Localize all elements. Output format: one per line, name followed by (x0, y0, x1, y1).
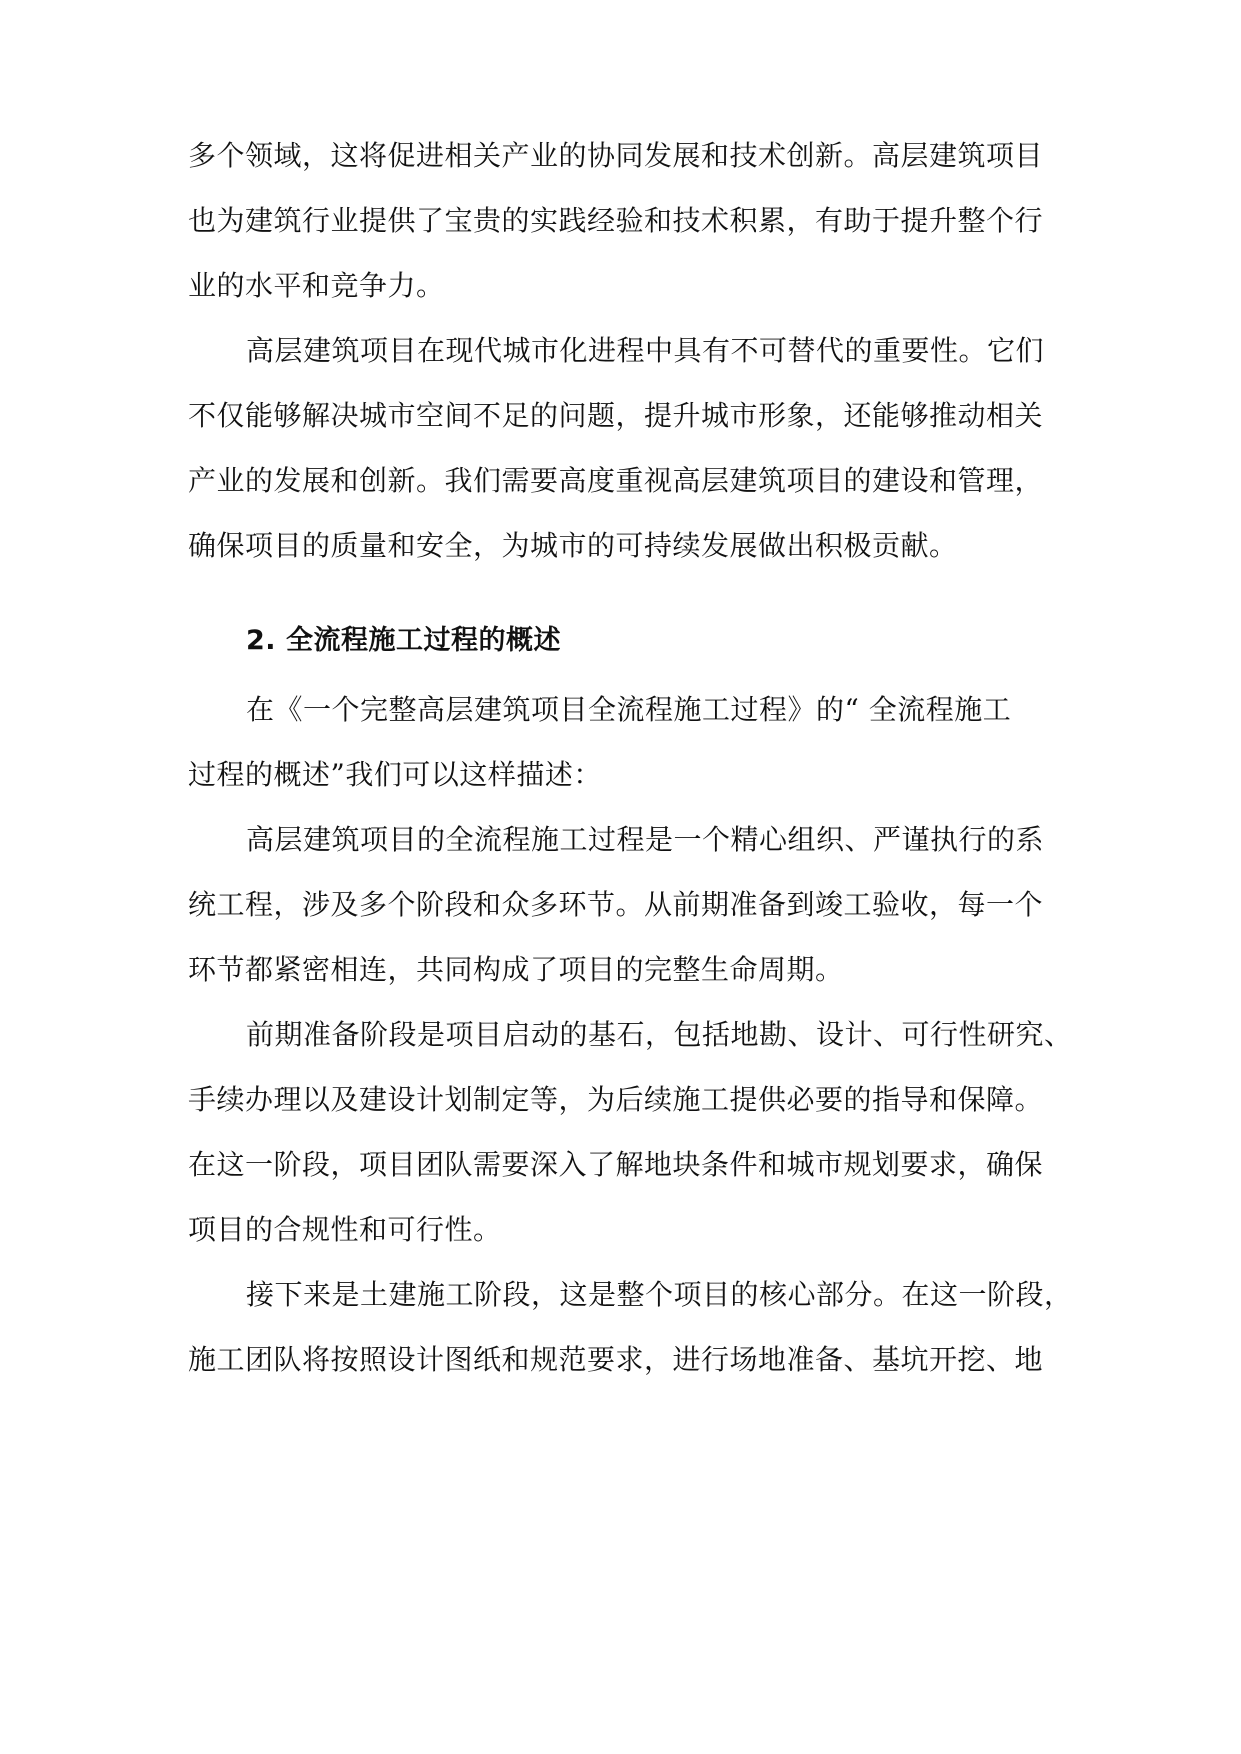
paragraph-line: 施工团队将按照设计图纸和规范要求，进行场地准备、基坑开挖、地 (188, 1343, 1044, 1376)
paragraph-line: 也为建筑行业提供了宝贵的实践经验和技术积累，有助于提升整个行 (188, 204, 1044, 237)
paragraph-line: 业的水平和竞争力。 (188, 269, 445, 302)
paragraph-line: 确保项目的质量和安全，为城市的可持续发展做出积极贡献。 (188, 529, 958, 562)
paragraph-line: 多个领域，这将促进相关产业的协同发展和技术创新。高层建筑项目 (188, 139, 1044, 172)
paragraph-line: 产业的发展和创新。我们需要高度重视高层建筑项目的建设和管理， (188, 464, 1044, 497)
paragraph-line: 高层建筑项目在现代城市化进程中具有不可替代的重要性。它们 (246, 334, 1045, 367)
paragraph-line: 项目的合规性和可行性。 (188, 1213, 502, 1246)
paragraph-line: 在《一个完整高层建筑项目全流程施工过程》的“ 全流程施工 (246, 693, 1012, 726)
paragraph-line: 环节都紧密相连，共同构成了项目的完整生命周期。 (188, 953, 844, 986)
paragraph-line: 前期准备阶段是项目启动的基石，包括地勘、设计、可行性研究、 (246, 1018, 1073, 1051)
paragraph-line: 统工程，涉及多个阶段和众多环节。从前期准备到竣工验收，每一个 (188, 888, 1044, 921)
paragraph-line: 在这一阶段，项目团队需要深入了解地块条件和城市规划要求，确保 (188, 1148, 1044, 1181)
paragraph-line: 高层建筑项目的全流程施工过程是一个精心组织、严谨执行的系 (246, 823, 1045, 856)
paragraph-line: 手续办理以及建设计划制定等，为后续施工提供必要的指导和保障。 (188, 1083, 1044, 1116)
section-heading: 2. 全流程施工过程的概述 (246, 625, 561, 656)
paragraph-line: 接下来是土建施工阶段，这是整个项目的核心部分。在这一阶段， (246, 1278, 1073, 1311)
paragraph-line: 不仅能够解决城市空间不足的问题，提升城市形象，还能够推动相关 (188, 399, 1044, 432)
paragraph-line: 过程的概述”我们可以这样描述： (188, 758, 602, 791)
